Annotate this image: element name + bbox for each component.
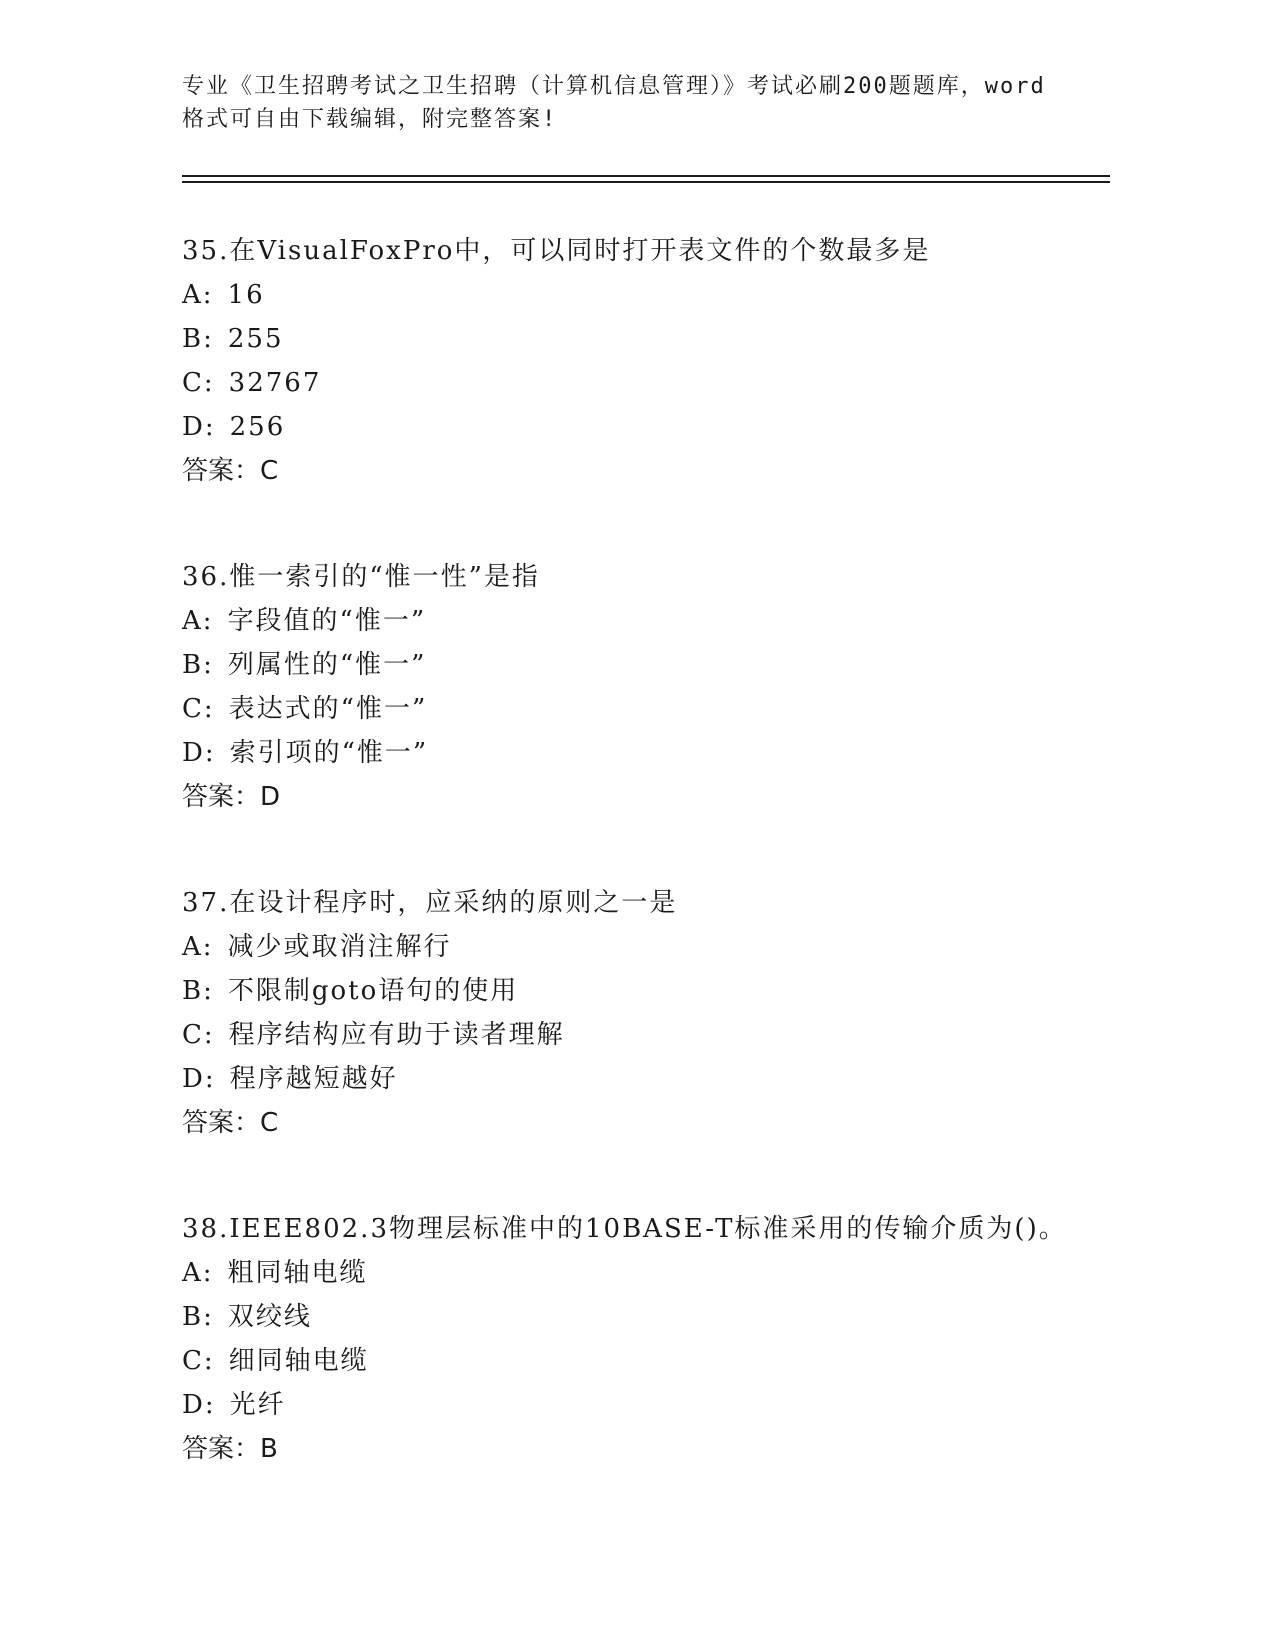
option-text: 16 (227, 280, 265, 310)
option-text: 表达式的“惟一” (228, 694, 428, 724)
option-key: D: (182, 738, 216, 768)
option-c (182, 1339, 1112, 1383)
answer-line: 答案：D (182, 782, 281, 812)
option-key: A: (182, 932, 214, 962)
question-title: 37.在设计程序时，应采纳的原则之一是 (182, 888, 678, 918)
option-key: B: (182, 976, 214, 1006)
option-text: 256 (229, 412, 286, 442)
option-text: 程序结构应有助于读者理解 (228, 1020, 565, 1050)
question-36 (182, 555, 1112, 819)
option-c (182, 687, 1112, 731)
option-text: 索引项的“惟一” (229, 738, 429, 768)
question-35 (182, 229, 1112, 493)
option-key: B: (182, 650, 214, 680)
option-d (182, 1057, 1112, 1101)
option-key: C: (182, 1020, 215, 1050)
option-b (182, 1295, 1112, 1339)
option-d (182, 405, 1112, 449)
option-c (182, 361, 1112, 405)
question-list (182, 229, 1112, 1533)
answer-line: 答案：C (182, 1108, 279, 1138)
option-key: B: (182, 324, 214, 354)
option-key: A: (182, 606, 214, 636)
question-title: 36.惟一索引的“惟一性”是指 (182, 562, 540, 592)
option-a (182, 273, 1112, 317)
option-c (182, 1013, 1112, 1057)
header-line-2: 格式可自由下载编辑，附完整答案! (182, 107, 558, 132)
option-b (182, 643, 1112, 687)
option-a (182, 599, 1112, 643)
header-divider-top (182, 175, 1110, 177)
document-header (182, 70, 1062, 136)
option-text: 255 (227, 324, 284, 354)
option-key: D: (182, 1390, 216, 1420)
option-key: D: (182, 412, 216, 442)
option-text: 双绞线 (227, 1302, 312, 1332)
option-key: D: (182, 1064, 216, 1094)
option-text: 程序越短越好 (229, 1064, 398, 1094)
option-key: C: (182, 368, 215, 398)
question-title: 35.在VisualFoxPro中，可以同时打开表文件的个数最多是 (182, 236, 931, 266)
option-key: C: (182, 694, 215, 724)
header-divider-bottom (182, 181, 1110, 183)
option-text: 32767 (228, 368, 322, 398)
question-38 (182, 1207, 1112, 1471)
option-d (182, 731, 1112, 775)
option-a (182, 925, 1112, 969)
question-title: 38.IEEE802.3物理层标准中的10BASE-T标准采用的传输介质为()。 (182, 1214, 1067, 1244)
option-key: B: (182, 1302, 214, 1332)
option-key: C: (182, 1346, 215, 1376)
option-b (182, 317, 1112, 361)
answer-line: 答案：B (182, 1434, 278, 1464)
option-key: A: (182, 1258, 214, 1288)
option-key: A: (182, 280, 214, 310)
question-37 (182, 881, 1112, 1145)
header-line-1: 专业《卫生招聘考试之卫生招聘（计算机信息管理）》考试必刷200题题库，word (182, 74, 1046, 99)
option-text: 光纤 (229, 1390, 286, 1420)
option-text: 减少或取消注解行 (227, 932, 452, 962)
option-text: 细同轴电缆 (228, 1346, 369, 1376)
option-a (182, 1251, 1112, 1295)
option-text: 字段值的“惟一” (227, 606, 427, 636)
option-b (182, 969, 1112, 1013)
option-text: 不限制goto语句的使用 (227, 976, 519, 1006)
option-text: 粗同轴电缆 (227, 1258, 368, 1288)
option-d (182, 1383, 1112, 1427)
option-text: 列属性的“惟一” (227, 650, 427, 680)
answer-line: 答案：C (182, 456, 279, 486)
